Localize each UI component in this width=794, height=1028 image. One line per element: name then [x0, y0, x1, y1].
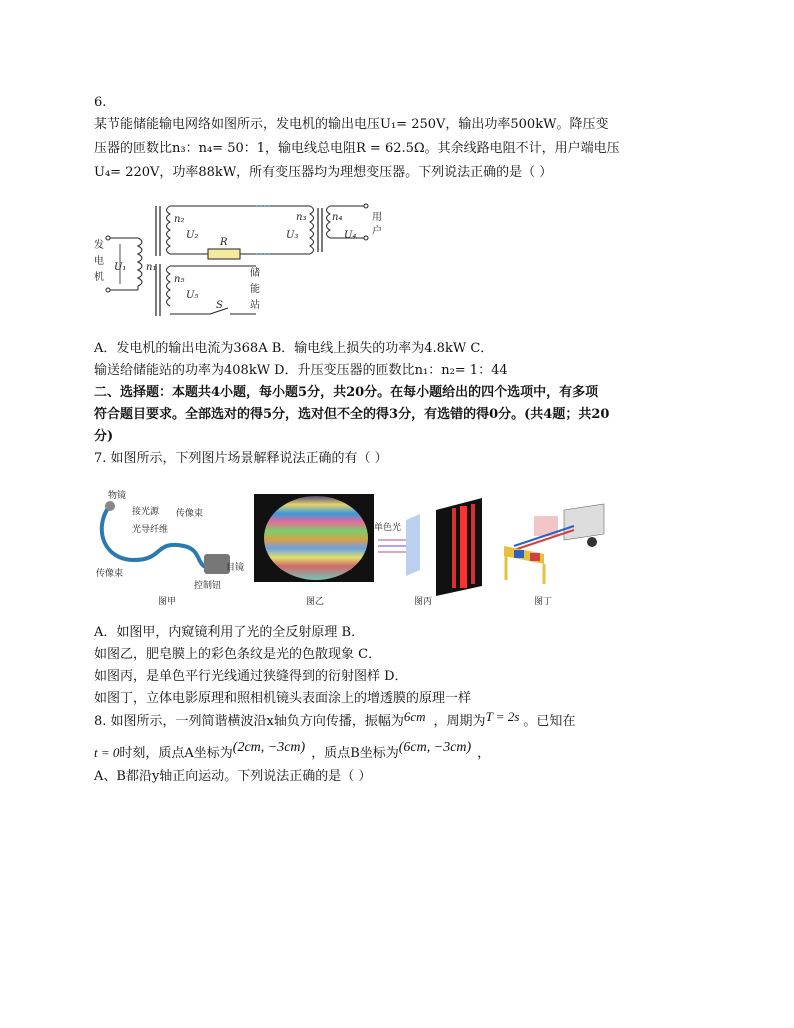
- ding-caption: 图丁: [534, 597, 553, 607]
- resistor-r: [208, 249, 240, 259]
- jia-label-3: 传像束: [176, 509, 204, 519]
- n1-label: n₁: [146, 262, 157, 273]
- jia-label-5: 传像束: [96, 569, 124, 579]
- q6-stem-line2: 压器的匝数比n₃：n₄= 50：1，输电线总电阻R = 62.5Ω。其余线路电阻不计，用户端电压: [94, 141, 620, 156]
- q7-stem: 7. 如图所示，下列图片场景解释说法正确的有（ ）: [94, 451, 388, 466]
- jia-label-1: 物镜: [108, 491, 127, 501]
- q6-options-line1: A．发电机的输出电流为368A B．输电线上损失的功率为4.8kW C．: [94, 341, 494, 356]
- figure-ding: [504, 504, 604, 607]
- jia-caption: 图甲: [158, 597, 177, 607]
- period-value: T = 2s: [485, 709, 520, 724]
- q8-line3: A、B都沿y轴正向运动。下列说法正确的是（ ）: [94, 769, 372, 784]
- q7-figures: [94, 490, 634, 610]
- section2-line1: 二、选择题：本题共4小题，每小题5分，共20分。在每小题给出的四个选项中，有多项: [94, 385, 599, 400]
- u3-label: U₃: [286, 230, 299, 241]
- s-label: S: [216, 300, 223, 311]
- coord-b-value: (6cm, −3cm): [398, 740, 472, 755]
- q7-option-line1: A．如图甲，内窥镜利用了光的全反射原理 B．: [94, 625, 365, 640]
- q8-line1: [94, 709, 576, 731]
- coil-n5: [167, 266, 171, 306]
- q6-number: 6.: [94, 95, 107, 110]
- q6-stem-line1: 某节能储能输电网络如图所示，发电机的输出电压U₁= 250V，输出功率500kW。降压变: [94, 117, 609, 132]
- q6-stem-line3: U₄= 220V，功率88kW，所有变压器均为理想变压器。下列说法正确的是（ ）: [94, 165, 553, 180]
- gen-label-3: 机: [94, 272, 104, 283]
- diffraction-screen: [436, 498, 482, 596]
- bing-caption: 图丙: [414, 597, 433, 607]
- user-terminal-top: [364, 204, 368, 208]
- jia-label-4: 光导纤维: [132, 525, 169, 535]
- q8-line2-b: ，质点B坐标为: [311, 746, 399, 761]
- jia-label-2: 接光源: [132, 507, 160, 517]
- q6-options-line2: 输送给储能站的功率为408kW D．升压变压器的匝数比n₁：n₂= 1：44: [94, 363, 508, 378]
- gen-label-2: 电: [94, 256, 104, 267]
- figure-jia: [96, 490, 244, 607]
- u1-label: U₁: [114, 262, 127, 273]
- q8-line1-c: 。已知在: [523, 714, 576, 729]
- time-value: t = 0: [94, 745, 120, 760]
- station-label-2: 能: [250, 284, 260, 295]
- bing-label: 单色光: [374, 523, 402, 533]
- q8-line2-a: 时刻，质点A坐标为: [119, 746, 233, 761]
- n3-label: n₃: [296, 212, 307, 223]
- amplitude-value: 6cm: [403, 709, 426, 724]
- coil-n2: [167, 206, 171, 254]
- coil-n4: [327, 206, 331, 238]
- q7-option-line4: 如图丁，立体电影原理和照相机镜头表面涂上的增透膜的原理一样: [94, 691, 472, 706]
- projector-icon: [587, 537, 597, 547]
- coord-a-value: (2cm, −3cm): [232, 740, 306, 755]
- section2-line3: 分): [94, 429, 114, 444]
- u4-label: U₄: [344, 230, 357, 241]
- n2-label: n₂: [174, 214, 185, 225]
- user-label-1: 用: [372, 212, 382, 223]
- q6-circuit-diagram: [90, 198, 390, 322]
- coil-n3: [310, 206, 314, 254]
- q7-option-line2: 如图乙，肥皂膜上的彩色条纹是光的色散现象 C．: [94, 647, 382, 662]
- jia-label-7: 控制钮: [194, 581, 222, 591]
- gen-terminal-top: [106, 236, 110, 240]
- n5-label: n₅: [174, 274, 185, 285]
- coil-n1: [138, 238, 142, 290]
- q7-option-line3: 如图丙，是单色平行光线通过狭缝得到的衍射图样 D．: [94, 669, 408, 684]
- objective-lens-icon: [105, 501, 115, 511]
- yi-caption: 图乙: [306, 597, 325, 607]
- r-label: R: [220, 237, 228, 248]
- figure-bing: [374, 498, 482, 607]
- section2-line2: 符合题目要求。全部选对的得5分，选对但不全的得3分，有选错的得0分。(共4题；共20: [94, 407, 610, 422]
- projection-screen: [564, 504, 604, 540]
- user-label-2: 户: [372, 226, 382, 237]
- gen-label-1: 发: [94, 240, 104, 251]
- q8-line2-c: ，: [477, 746, 491, 761]
- n4-label: n₄: [332, 212, 343, 223]
- q8-line2: [94, 740, 491, 763]
- station-label-3: 站: [250, 300, 260, 311]
- station-label-1: 储: [250, 268, 260, 279]
- slit-plate: [406, 514, 420, 576]
- jia-label-6: 目镜: [226, 563, 245, 573]
- figure-yi: [254, 494, 374, 607]
- u5-label: U₅: [186, 290, 199, 301]
- q8-line1-a: 8. 如图所示，一列简谐横波沿x轴负方向传播，振幅为: [94, 714, 404, 729]
- q8-line1-b: ，周期为: [433, 714, 486, 729]
- u2-label: U₂: [186, 230, 199, 241]
- gen-terminal-bottom: [106, 288, 110, 292]
- user-terminal-bottom: [364, 236, 368, 240]
